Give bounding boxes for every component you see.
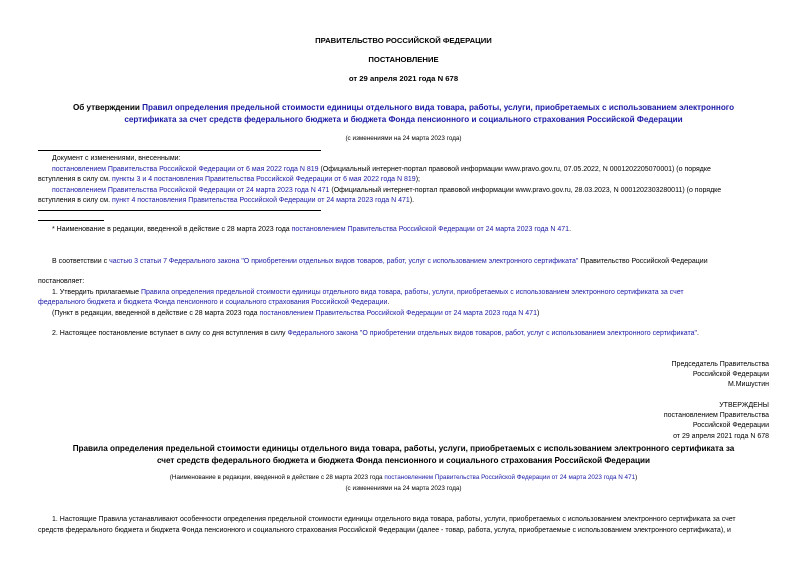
- title-rules-link[interactable]: Правил определения предельной стоимости единицы отдельного вида товара, работы, услуги, приобретаемых с использованием электронного: [142, 103, 735, 112]
- amendment-819-points-link[interactable]: пункты 3 и 4 постановления Правительства Российской Федерации от 6 мая 2022 года N 819: [112, 176, 416, 183]
- changes-item-1-line-2: [38, 175, 420, 185]
- amendment-471-source: (Официальный интернет-портал правовой информации www.pravo.gov.ru, 28.03.2023, N 0001202303280011) (о порядке: [329, 187, 722, 194]
- point-1-note-link[interactable]: постановлением Правительства Российской Федерации от 24 марта 2023 года N 471: [259, 310, 537, 317]
- point-1-line-2: [38, 298, 389, 308]
- amendment-819-source: (Официальный интернет-портал правовой информации www.pravo.gov.ru, 07.05.2022, N 0001202205070001) (о порядке: [318, 166, 711, 173]
- point-1-post: .: [387, 299, 390, 306]
- rules-note-post: ): [635, 474, 638, 481]
- signature-position: Председатель Правительства: [671, 361, 769, 368]
- document-title-line-1: [0, 102, 807, 114]
- amendment-471-point-link[interactable]: пункт 4 постановления Правительства Российской Федерации от 24 марта 2023 года N 471: [112, 197, 410, 204]
- document-type: ПОСТАНОВЛЕНИЕ: [368, 55, 439, 64]
- changes-item-1-post: );: [415, 176, 420, 183]
- approved-country: Российской Федерации: [692, 422, 769, 429]
- footnote: [52, 225, 571, 235]
- decides-word: постановляет:: [38, 278, 85, 285]
- changes-item-1-line-1: [52, 165, 711, 175]
- divider-bottom: [38, 210, 321, 211]
- rules-note-link[interactable]: постановлением Правительства Российской Федерации от 24 марта 2023 года N 471: [384, 474, 636, 481]
- rules-changes-note: (с изменениями на 24 марта 2023 года): [345, 485, 462, 492]
- rules-title-line-2: счет средств федерального бюджета и бюджета Фонда пенсионного и социального страхования Российской Федерации: [156, 456, 651, 465]
- title-changes-note: (с изменениями на 24 марта 2023 года): [345, 135, 462, 142]
- changes-item-2-pre: вступления в силу см.: [38, 197, 113, 204]
- changes-intro: Документ с изменениями, внесенными:: [52, 155, 181, 162]
- amendment-471-link[interactable]: постановлением Правительства Российской Федерации от 24 марта 2023 года N 471: [52, 187, 330, 194]
- approved-heading: УТВЕРЖДЕНЫ: [719, 402, 769, 409]
- point-1-edition-note: [52, 309, 539, 319]
- document-date-number: от 29 апреля 2021 года N 678: [348, 74, 459, 83]
- federal-law-link[interactable]: Федерального закона "О приобретении отдельных видов товаров, работ, услуг с использованием электронного сертификата": [287, 330, 697, 337]
- rules-note-pre: (Наименование в редакции, введенной в действие с 28 марта 2023 года: [169, 474, 385, 481]
- point-1-note-pre: (Пункт в редакции, введенной в действие с 28 марта 2023 года: [52, 310, 260, 317]
- point-2-post: .: [696, 330, 699, 337]
- approved-by: постановлением Правительства: [663, 412, 769, 419]
- rules-edition-note: [0, 473, 807, 483]
- federal-law-article-link[interactable]: частью 3 статьи 7 Федерального закона "О приобретении отдельных видов товаров, работ, услуг с использованием электронного сертификата": [109, 258, 579, 265]
- title-prefix: Об утверждении: [72, 103, 143, 112]
- government-name: ПРАВИТЕЛЬСТВО РОССИЙСКОЙ ФЕДЕРАЦИИ: [315, 36, 492, 45]
- footnote-link[interactable]: постановлением Правительства Российской Федерации от 24 марта 2023 года N 471: [291, 226, 570, 233]
- changes-item-2-line-1: [52, 186, 721, 196]
- rules-approval-link-cont[interactable]: федерального бюджета и бюджета Фонда пенсионного и социального страхования Российской Федерации: [38, 299, 388, 306]
- basis-paragraph: [52, 257, 708, 267]
- divider-top: [38, 150, 321, 151]
- approved-date: от 29 апреля 2021 года N 678: [673, 433, 769, 440]
- document-title-line-2[interactable]: сертификата за счет средств федерального бюджета и бюджета Фонда пенсионного и социального страхования Российской Федерации: [124, 115, 683, 124]
- point-1-pre: 1. Утвердить прилагаемые: [52, 289, 141, 296]
- changes-item-2-line-2: [38, 196, 414, 206]
- point-2-pre: 2. Настоящее постановление вступает в силу со дня вступления в силу: [52, 330, 288, 337]
- rules-approval-link[interactable]: Правила определения предельной стоимости единицы отдельного вида товара, работы, услуги, приобретаемых с использованием электронного сертификата за счет: [140, 289, 684, 296]
- footnote-text: * Наименование в редакции, введенной в действие с 28 марта 2023 года: [52, 226, 292, 233]
- basis-pre: В соответствии с: [52, 258, 110, 265]
- point-1-note-post: ): [536, 310, 540, 317]
- point-2: [52, 329, 699, 339]
- changes-item-2-post: ).: [409, 197, 415, 204]
- point-1-line-1: [52, 288, 684, 298]
- footnote-divider: [38, 220, 104, 221]
- rules-title-line-1: Правила определения предельной стоимости единицы отдельного вида товара, работы, услуги, приобретаемых с использованием электронного сертификата за: [72, 444, 735, 453]
- footnote-post: .: [569, 226, 572, 233]
- rules-point-1-line-1: 1. Настоящие Правила устанавливают особенности определения предельной стоимости единицы отдельного вида товара, работы, услуги, приобретаемых с использованием электронного сертификата за счет: [52, 516, 736, 523]
- signature-country: Российской Федерации: [692, 371, 769, 378]
- basis-post: Правительство Российской Федерации: [578, 258, 708, 265]
- signature-name: М.Мишустин: [727, 381, 769, 388]
- rules-point-1-line-2: средств федерального бюджета и бюджета Фонда пенсионного и социального страхования Российской Федерации (далее - товар, работа, услуга, приобретаемые с использованием электронного сертификата), и: [38, 527, 731, 534]
- amendment-819-link[interactable]: постановлением Правительства Российской Федерации от 6 мая 2022 года N 819: [52, 166, 319, 173]
- changes-item-1-pre: вступления в силу см.: [38, 176, 113, 183]
